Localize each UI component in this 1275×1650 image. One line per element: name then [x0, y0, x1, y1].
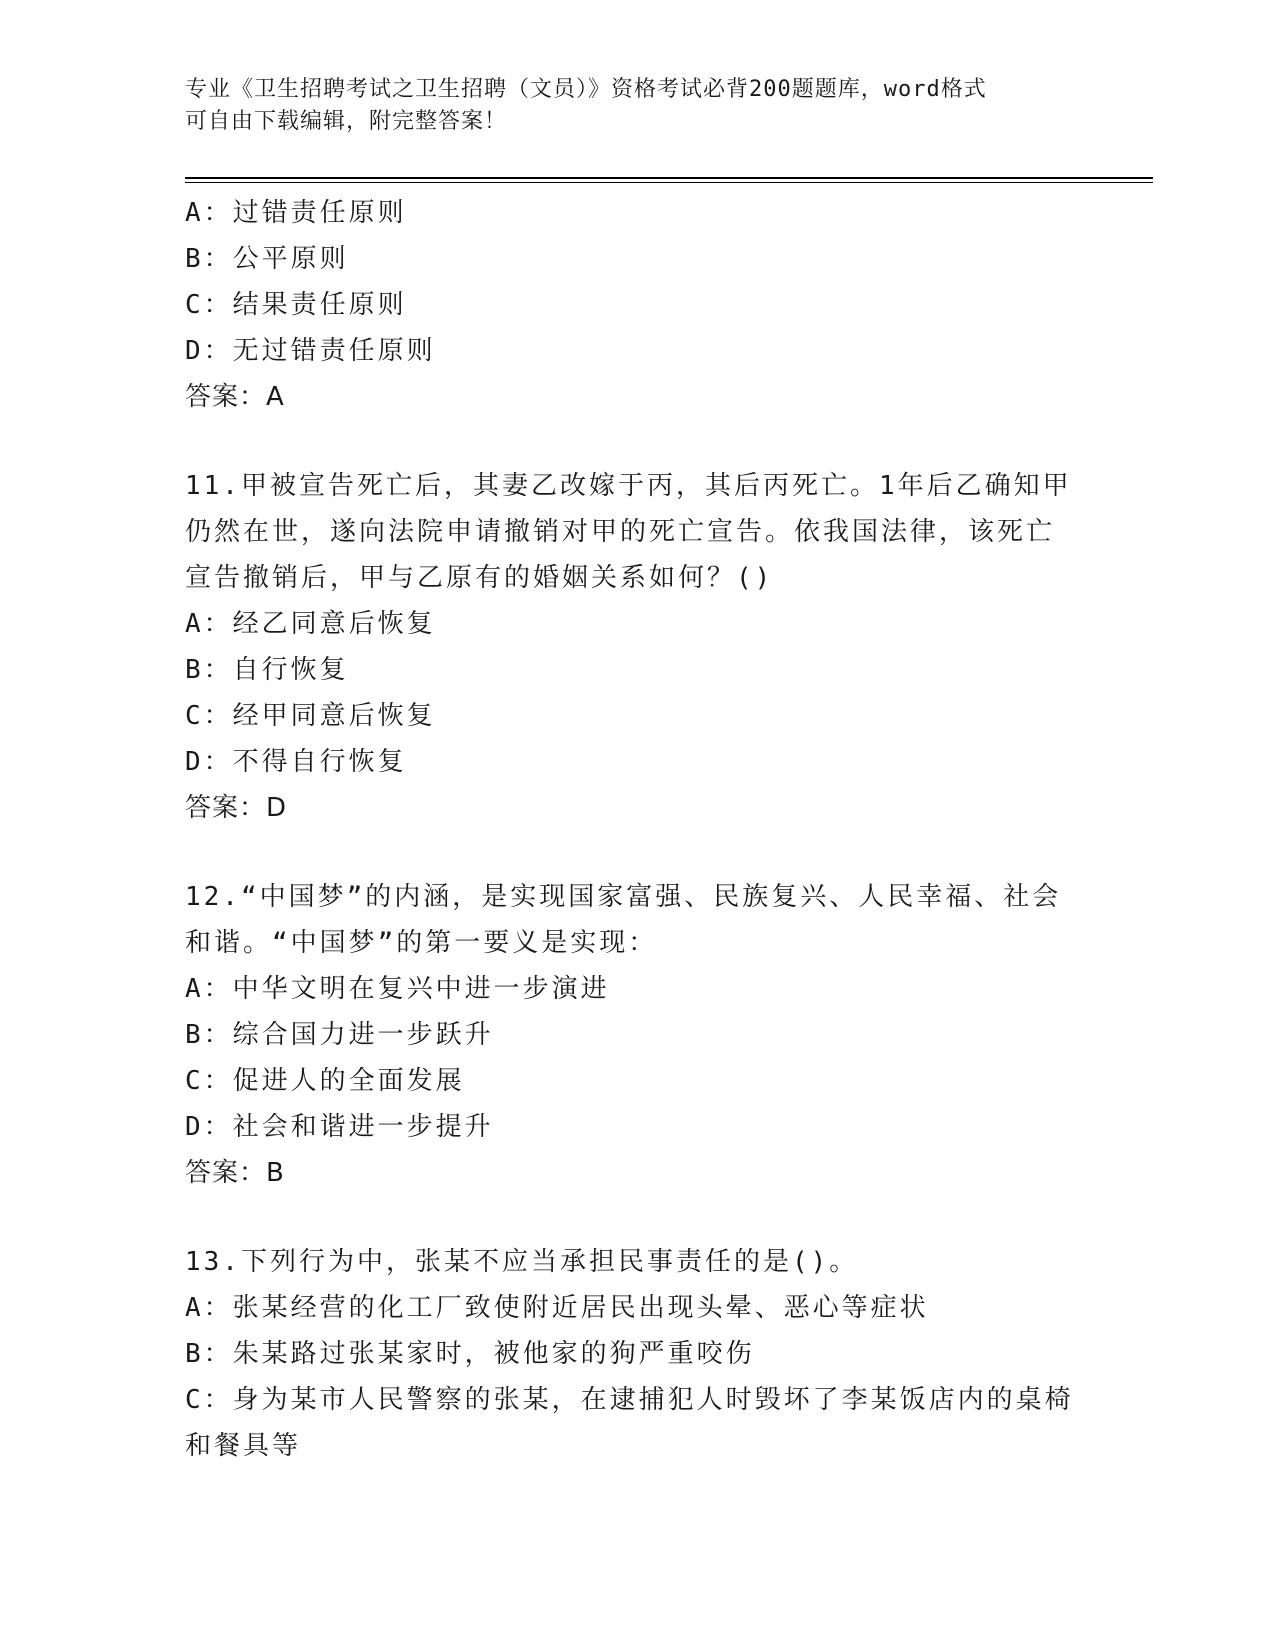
header-line-2: 可自由下载编辑，附完整答案！: [185, 109, 508, 134]
question-12: [185, 874, 1085, 1196]
header-line-1: 专业《卫生招聘考试之卫生招聘（文员）》资格考试必背200题题库，word格式: [185, 77, 987, 102]
option-a: A：中华文明在复兴中进一步演进: [185, 974, 610, 1004]
question-stem-line: 和谐。“中国梦”的第一要义是实现：: [185, 928, 658, 958]
question-stem-line: 仍然在世，遂向法院申请撤销对甲的死亡宣告。依我国法律，该死亡: [185, 517, 1056, 547]
question-13: [185, 1239, 1085, 1469]
header-divider-thick: [185, 177, 1153, 179]
option-d: D：社会和谐进一步提升: [185, 1112, 494, 1142]
question-stem-line: 宣告撤销后，甲与乙原有的婚姻关系如何？(): [185, 563, 774, 593]
question-list: [185, 190, 1085, 1469]
option-c-continuation: 和餐具等: [185, 1431, 302, 1461]
answer: 答案：D: [185, 793, 288, 823]
question-10: [185, 190, 1085, 420]
option-a: A：经乙同意后恢复: [185, 609, 436, 639]
option-a: A：张某经营的化工厂致使附近居民出现头晕、恶心等症状: [185, 1293, 929, 1323]
option-b: B：朱某路过张某家时，被他家的狗严重咬伤: [185, 1339, 755, 1369]
option-d: D：不得自行恢复: [185, 747, 407, 777]
answer: 答案：B: [185, 1158, 285, 1188]
option-b: B：公平原则: [185, 244, 349, 274]
option-b: B：综合国力进一步跃升: [185, 1020, 494, 1050]
header-divider-thin: [185, 182, 1153, 183]
option-c: C：结果责任原则: [185, 290, 407, 320]
answer: 答案：A: [185, 382, 285, 412]
question-11: [185, 463, 1085, 831]
option-c: C：身为某市人民警察的张某，在逮捕犯人时毁坏了李某饭店内的桌椅: [185, 1385, 1074, 1415]
question-stem-line: 13.下列行为中，张某不应当承担民事责任的是()。: [185, 1247, 859, 1277]
question-stem-line: 12.“中国梦”的内涵，是实现国家富强、民族复兴、人民幸福、社会: [185, 882, 1062, 912]
document-header: [185, 74, 1065, 138]
option-a: A：过错责任原则: [185, 198, 407, 228]
option-d: D：无过错责任原则: [185, 336, 436, 366]
question-stem-line: 11.甲被宣告死亡后，其妻乙改嫁于丙，其后丙死亡。1年后乙确知甲: [185, 471, 1072, 501]
option-c: C：促进人的全面发展: [185, 1066, 465, 1096]
option-c: C：经甲同意后恢复: [185, 701, 436, 731]
option-b: B：自行恢复: [185, 655, 349, 685]
